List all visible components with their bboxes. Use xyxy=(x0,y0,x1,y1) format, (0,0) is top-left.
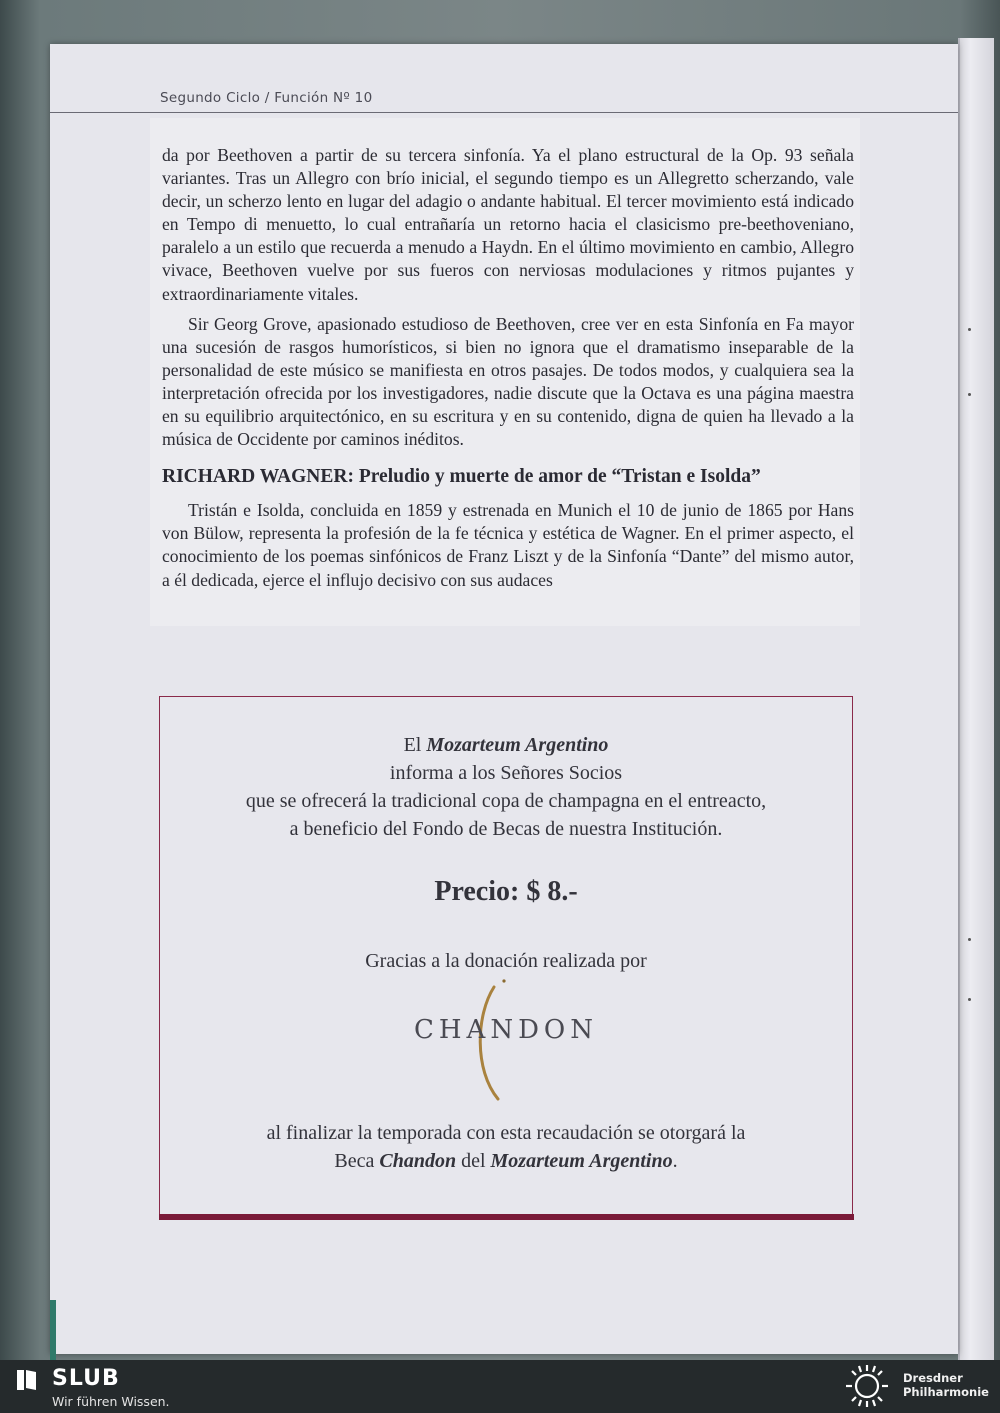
chandon-logo xyxy=(160,975,852,1115)
notice-line-3: que se ofrecerá la tradicional copa de champagna en el entreacto, xyxy=(245,790,767,812)
mozarteum-name: Mozarteum Argentino xyxy=(426,734,609,756)
section-heading: RICHARD WAGNER: Preludio y muerte de amor de “Tristan e Isolda” xyxy=(162,466,761,488)
article-body xyxy=(162,144,854,599)
chandon-arc-icon xyxy=(470,975,530,1115)
dp-line-1: Dresdner xyxy=(903,1371,963,1385)
paragraph-2: Sir Georg Grove, apasionado estudioso de Beethoven, cree ver en esta Sinfonía en Fa mayor una sucesión de rasgos humorísticos, si bien no ignora que el dramatismo inseparable de la personalidad de este músico se manifiesta en otros pasajes. De todos modos, y cualquiera sea la interpretación ofrecida por los investigadores, nadie discute que la Octava es una página maestra en su equilibrio arquitectónico, en su escritura y en su contenido, digna de quien ha llevado a la música de Occidente por caminos inéditos. xyxy=(162,313,854,450)
slub-tagline: Wir führen Wissen. xyxy=(52,1394,170,1409)
dresdner-philharmonie-sun-icon[interactable] xyxy=(840,1363,894,1409)
paragraph-1: da por Beethoven a partir de su tercera sinfonía. Ya el plano estructural de la Op. 93 señala variantes. Tras un Allegro con brío inicial, el segundo tiempo es un Allegretto scherzando, vale decir, un scherzo lento en lugar del adagio o andante habitual. El tercer movimiento está indicado en Tempo di menuetto, lo cual entrañaría un retorno hacia el clasicismo pre-beethoveniano, paralelo a un estilo que recuerda a menudo a Haydn. En el último movimiento en cambio, Allegro vivace, Beethoven vuelve por sus fueros con nerviosas modulaciones y ritmos pujantes y extraordinariamente vitales. xyxy=(162,145,854,304)
end2-post: . xyxy=(672,1150,678,1172)
dp-line-2: Philharmonie xyxy=(903,1385,989,1399)
price: Precio: $ 8.- xyxy=(434,876,578,907)
notice-line-2: informa a los Señores Socios xyxy=(389,762,623,784)
chandon-wordmark: CHANDON xyxy=(413,1015,598,1045)
viewer-footer xyxy=(0,1360,1000,1413)
notice-line-4: a beneficio del Fondo de Becas de nuestra Institución. xyxy=(289,818,723,840)
next-page-edge xyxy=(958,38,994,1360)
end2-pre: Beca xyxy=(334,1150,380,1172)
notice-end-1: al finalizar la temporada con esta recaudación se otorgará la xyxy=(266,1122,746,1144)
end2-mid: del xyxy=(456,1150,491,1172)
slub-book-icon[interactable] xyxy=(16,1368,38,1392)
running-head: Segundo Ciclo / Función Nº 10 xyxy=(160,90,373,106)
notice-box xyxy=(159,696,853,1218)
notice-content xyxy=(160,697,852,1175)
header-rule xyxy=(50,112,958,113)
paragraph-3: Tristán e Isolda, concluida en 1859 y estrenada en Munich el 10 de junio de 1865 por Hans von Bülow, representa la profesión de la fe técnica y estética de Wagner. En el primer aspecto, el conocimiento de los poemas sinfónicos de Franz Liszt y de la Sinfonía “Dante” del mismo autor, a él dedicada, ejerce el influjo decisivo con sus audaces xyxy=(162,500,854,590)
slub-logo-text[interactable]: SLUB xyxy=(52,1366,120,1391)
notice-line-1-pre: El xyxy=(403,734,427,756)
notice-end-2 xyxy=(160,1147,852,1175)
mozarteum-name-2: Mozarteum Argentino xyxy=(490,1150,673,1172)
page-edge-band xyxy=(50,1300,56,1360)
thanks-line: Gracias a la donación realizada por xyxy=(365,950,647,972)
notice-line-1 xyxy=(160,731,852,759)
dresdner-philharmonie-text[interactable] xyxy=(903,1371,989,1399)
notice-bottom-bar xyxy=(159,1214,854,1220)
chandon-name: Chandon xyxy=(379,1150,457,1172)
